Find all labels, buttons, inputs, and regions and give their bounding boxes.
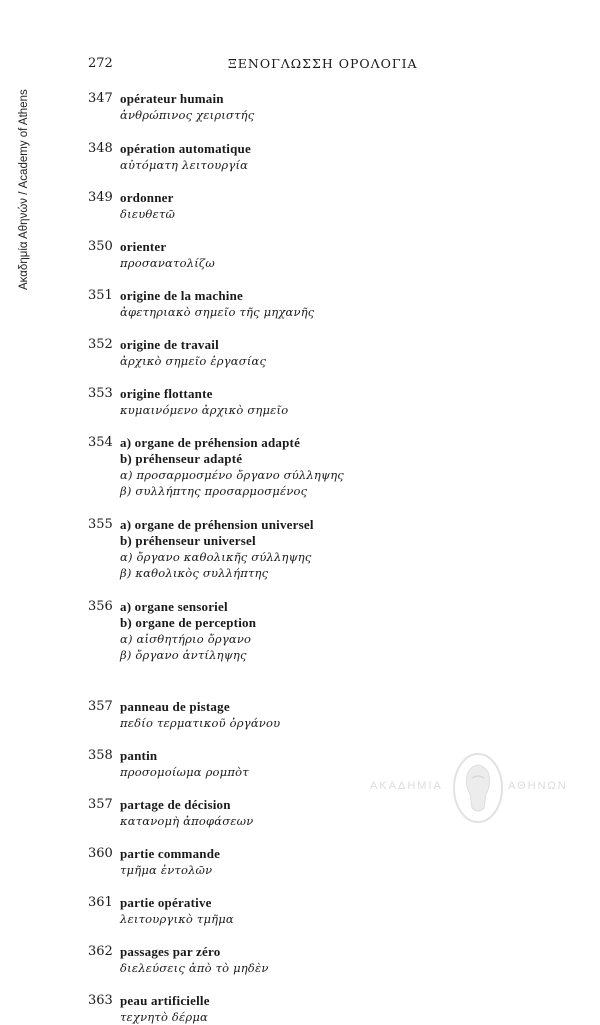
entry-item (88, 993, 508, 1025)
watermark-left-text: ΑΚΑΔΗΜΙΑ (370, 780, 443, 792)
french-term: origine de la machine (120, 288, 243, 303)
greek-term: κυμαινόμενο ἀρχικὸ σημεῖο (120, 403, 289, 417)
french-term: b) préhenseur adapté (120, 451, 243, 466)
french-term: b) organe de perception (120, 615, 257, 630)
entry-number: 356 (88, 599, 113, 614)
greek-term: ἀφετηριακὸ σημεῖο τῆς μηχανῆς (120, 305, 315, 319)
greek-term: α) ὄργανο καθολικῆς σύλληψης (120, 550, 312, 564)
greek-term: ἀνθρώπινος χειριστής (120, 108, 255, 122)
greek-term: τεχνητὸ δέρμα (120, 1010, 209, 1024)
entry-number: 349 (88, 190, 113, 205)
entry-number: 355 (88, 517, 113, 532)
french-term: partie commande (120, 846, 221, 861)
greek-term: β) καθολικὸς συλλήπτης (120, 566, 269, 580)
entry-number: 352 (88, 337, 113, 352)
page-header (88, 56, 508, 76)
entry-number: 348 (88, 141, 113, 156)
entry-body (120, 91, 508, 123)
greek-term: προσομοίωμα ρομπὸτ (120, 765, 249, 779)
french-term: a) organe de préhension adapté (120, 435, 301, 450)
french-term: opération automatique (120, 141, 251, 156)
entry-number: 358 (88, 748, 113, 763)
greek-term: διελεύσεις ἀπὸ τὸ μηδὲν (120, 961, 269, 975)
french-term: orienter (120, 239, 167, 254)
watermark (370, 748, 580, 828)
french-term: b) préhenseur universel (120, 533, 256, 548)
entry-item (88, 517, 508, 581)
entry-body (120, 288, 508, 320)
entry-number: 360 (88, 846, 113, 861)
entry-number: 350 (88, 239, 113, 254)
french-term: origine flottante (120, 386, 213, 401)
entry-number: 361 (88, 895, 113, 910)
entry-number: 354 (88, 435, 113, 450)
french-term: panneau de pistage (120, 699, 230, 714)
greek-term: α) προσαρμοσμένο ὄργανο σύλληψης (120, 468, 344, 482)
entry-item (88, 944, 508, 976)
entry-item (88, 386, 508, 418)
greek-term: β) ὄργανο ἀντίληψης (120, 648, 247, 662)
watermark-right-text: ΑΘΗΝΩΝ (508, 780, 568, 792)
french-term: peau artificielle (120, 993, 210, 1008)
entry-body (120, 944, 508, 976)
greek-term: πεδίο τερματικοῦ ὀργάνου (120, 716, 281, 730)
entry-item (88, 239, 508, 271)
greek-term: κατανομὴ ἀποφάσεων (120, 814, 254, 828)
french-term: pantin (120, 748, 158, 763)
side-label: Ακαδημία Αθηνών / Academy of Athens (18, 89, 30, 290)
entry-number: 357 (88, 699, 113, 714)
french-term: origine de travail (120, 337, 219, 352)
entry-body (120, 190, 508, 222)
entry-item (88, 190, 508, 222)
entry-number: 362 (88, 944, 113, 959)
entry-body (120, 435, 508, 499)
academy-seal-icon (450, 748, 506, 826)
entry-item (88, 895, 508, 927)
entry-body (120, 599, 508, 663)
entry-number: 357 (88, 797, 113, 812)
greek-term: ἀρχικὸ σημεῖο ἐργασίας (120, 354, 267, 368)
entry-item (88, 599, 508, 663)
entry-body (120, 993, 508, 1025)
entry-item (88, 699, 508, 731)
entry-number: 351 (88, 288, 113, 303)
entry-item (88, 337, 508, 369)
page-number: 272 (88, 56, 113, 71)
entry-body (120, 337, 508, 369)
entry-list (88, 91, 508, 1025)
greek-term: προσανατολίζω (120, 256, 215, 270)
french-term: opérateur humain (120, 91, 224, 106)
entry-number: 347 (88, 91, 113, 106)
french-term: a) organe sensoriel (120, 599, 228, 614)
french-term: passages par zéro (120, 944, 221, 959)
french-term: a) organe de préhension universel (120, 517, 314, 532)
greek-term: α) αἰσθητήριο ὄργανο (120, 632, 252, 646)
french-term: partage de décision (120, 797, 231, 812)
greek-term: τμῆμα ἐντολῶν (120, 863, 213, 877)
entry-number: 353 (88, 386, 113, 401)
greek-term: β) συλλήπτης προσαρμοσμένος (120, 484, 308, 498)
french-term: ordonner (120, 190, 174, 205)
entry-item (88, 435, 508, 499)
greek-term: λειτουργικὸ τμῆμα (120, 912, 234, 926)
greek-term: αὐτόματη λειτουργία (120, 158, 249, 172)
entry-body (120, 895, 508, 927)
entry-number: 363 (88, 993, 113, 1008)
entry-body (120, 386, 508, 418)
entry-item (88, 288, 508, 320)
entry-body (120, 517, 508, 581)
entry-item (88, 846, 508, 878)
entry-body (120, 239, 508, 271)
entry-body (120, 141, 508, 173)
greek-term: διευθετῶ (120, 207, 176, 221)
entry-item (88, 141, 508, 173)
entry-item (88, 91, 508, 123)
entry-body (120, 699, 508, 731)
entry-body (120, 846, 508, 878)
french-term: partie opérative (120, 895, 212, 910)
running-title: ΞΕΝΟΓΛΩΣΣΗ ΟΡΟΛΟΓΙΑ (228, 56, 418, 71)
